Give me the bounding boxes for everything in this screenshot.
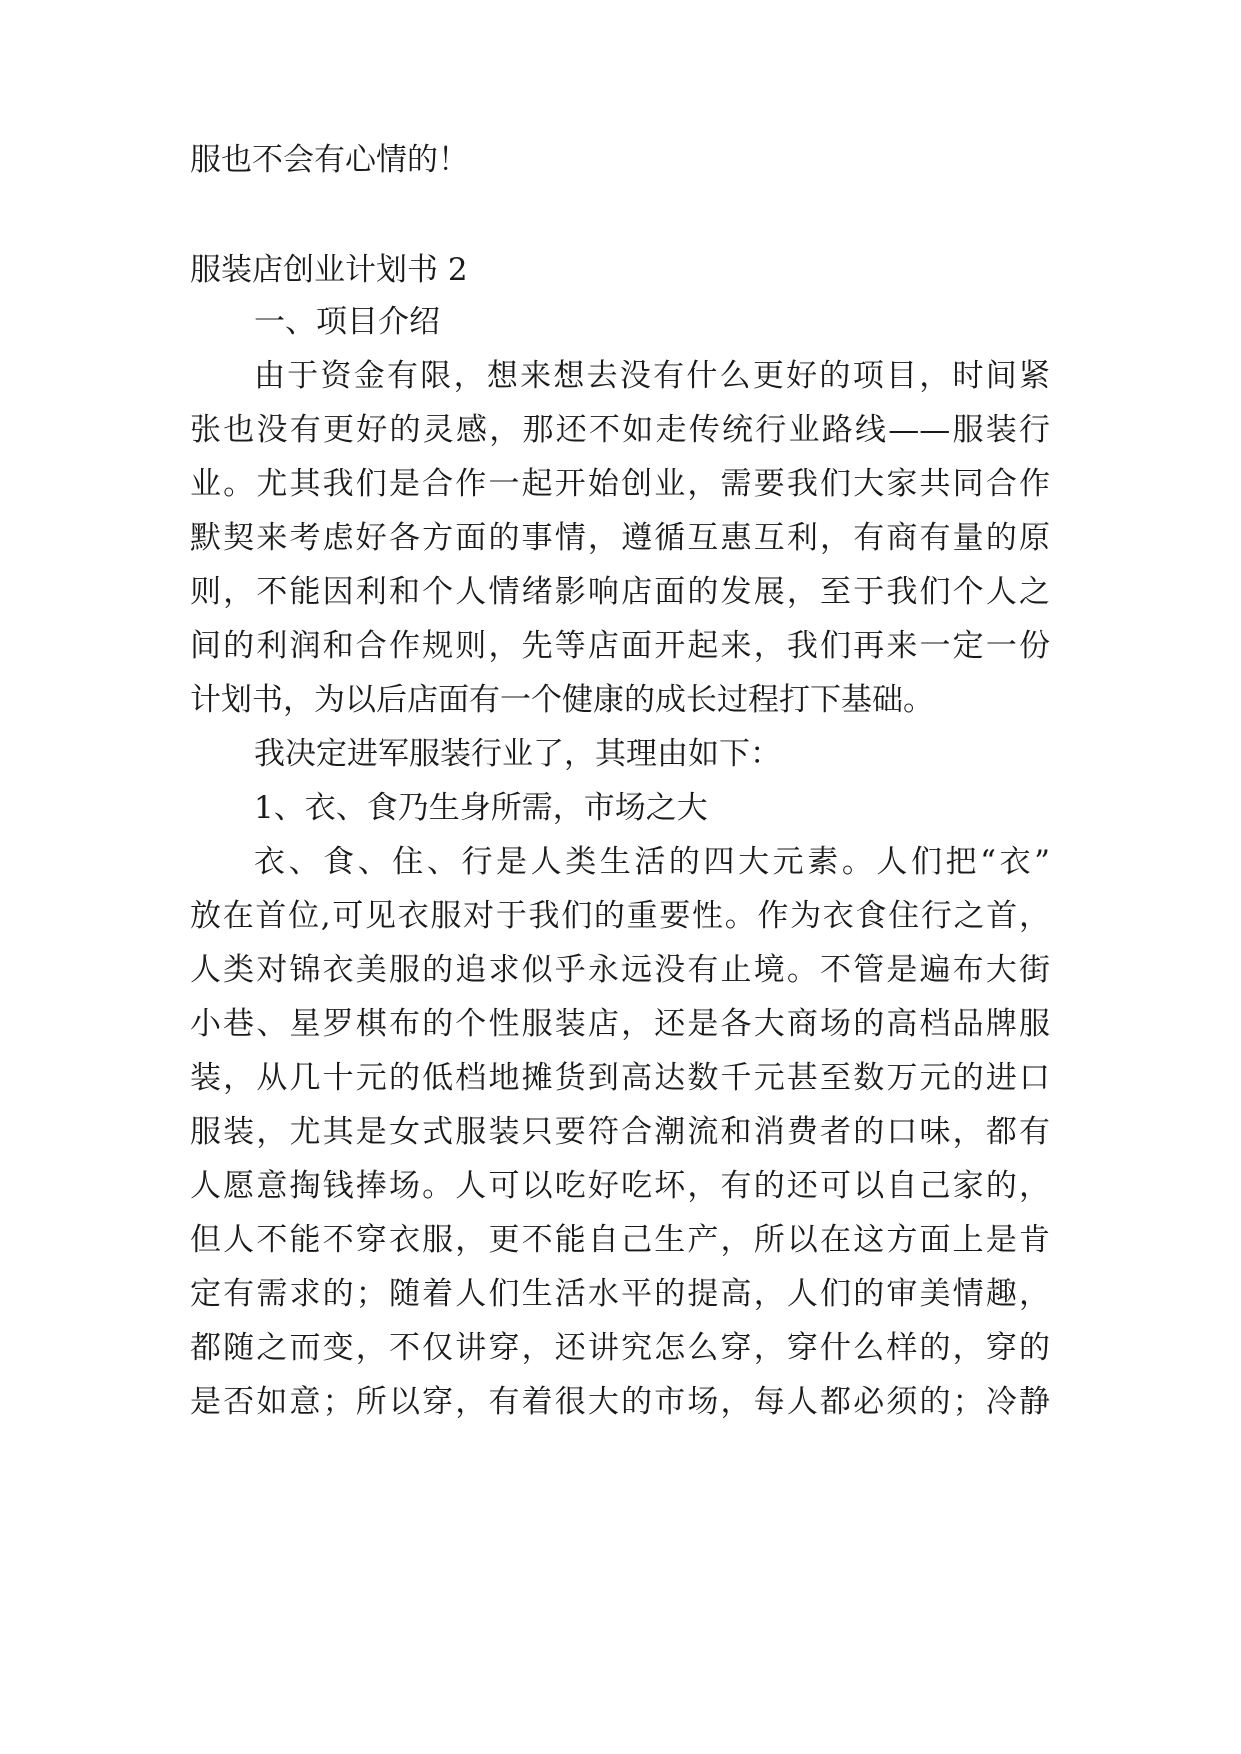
paragraph-line: 都随之而变，不仅讲穿，还讲究怎么穿，穿什么样的，穿的 [190, 1330, 1050, 1366]
paragraph-reasons-intro: 我决定进军服装行业了，其理由如下： [254, 736, 781, 772]
document-page [190, 0, 1050, 1754]
paragraph-line: 则，不能因利和个人情绪影响店面的发展，至于我们个人之 [190, 574, 1050, 610]
paragraph-line: 人类对锦衣美服的追求似乎永远没有止境。不管是遍布大街 [190, 952, 1050, 988]
paragraph-line: 衣、食、住、行是人类生活的四大元素。人们把“衣” [254, 844, 1050, 880]
paragraph-line: 小巷、星罗棋布的个性服装店，还是各大商场的高档品牌服 [190, 1006, 1050, 1042]
paragraph-line: 张也没有更好的灵感，那还不如走传统行业路线——服装行 [190, 412, 1050, 448]
continuation-text: 服也不会有心情的！ [190, 142, 469, 178]
paragraph-line: 由于资金有限，想来想去没有什么更好的项目，时间紧 [254, 358, 1050, 394]
paragraph-line: 计划书，为以后店面有一个健康的成长过程打下基础。 [190, 682, 934, 718]
paragraph-line: 放在首位,可见衣服对于我们的重要性。作为衣食住行之首， [190, 898, 1050, 934]
paragraph-line: 但人不能不穿衣服，更不能自己生产，所以在这方面上是肯 [190, 1222, 1050, 1258]
list-item-1: 1、衣、食乃生身所需，市场之大 [254, 790, 708, 826]
section-title: 服装店创业计划书 2 [190, 252, 468, 288]
paragraph-line: 装，从几十元的低档地摊货到高达数千元甚至数万元的进口 [190, 1060, 1050, 1096]
paragraph-line: 默契来考虑好各方面的事情，遵循互惠互利，有商有量的原 [190, 520, 1050, 556]
paragraph-line: 服装，尤其是女式服装只要符合潮流和消费者的口味，都有 [190, 1114, 1050, 1150]
paragraph-line: 间的利润和合作规则，先等店面开起来，我们再来一定一份 [190, 628, 1050, 664]
paragraph-line: 业。尤其我们是合作一起开始创业，需要我们大家共同合作 [190, 466, 1050, 502]
paragraph-line: 人愿意掏钱捧场。人可以吃好吃坏，有的还可以自己家的， [190, 1168, 1050, 1204]
paragraph-line: 定有需求的；随着人们生活水平的提高，人们的审美情趣， [190, 1276, 1050, 1312]
paragraph-line: 是否如意；所以穿，有着很大的市场，每人都必须的；冷静 [190, 1384, 1050, 1420]
heading-project-intro: 一、项目介绍 [254, 304, 440, 340]
